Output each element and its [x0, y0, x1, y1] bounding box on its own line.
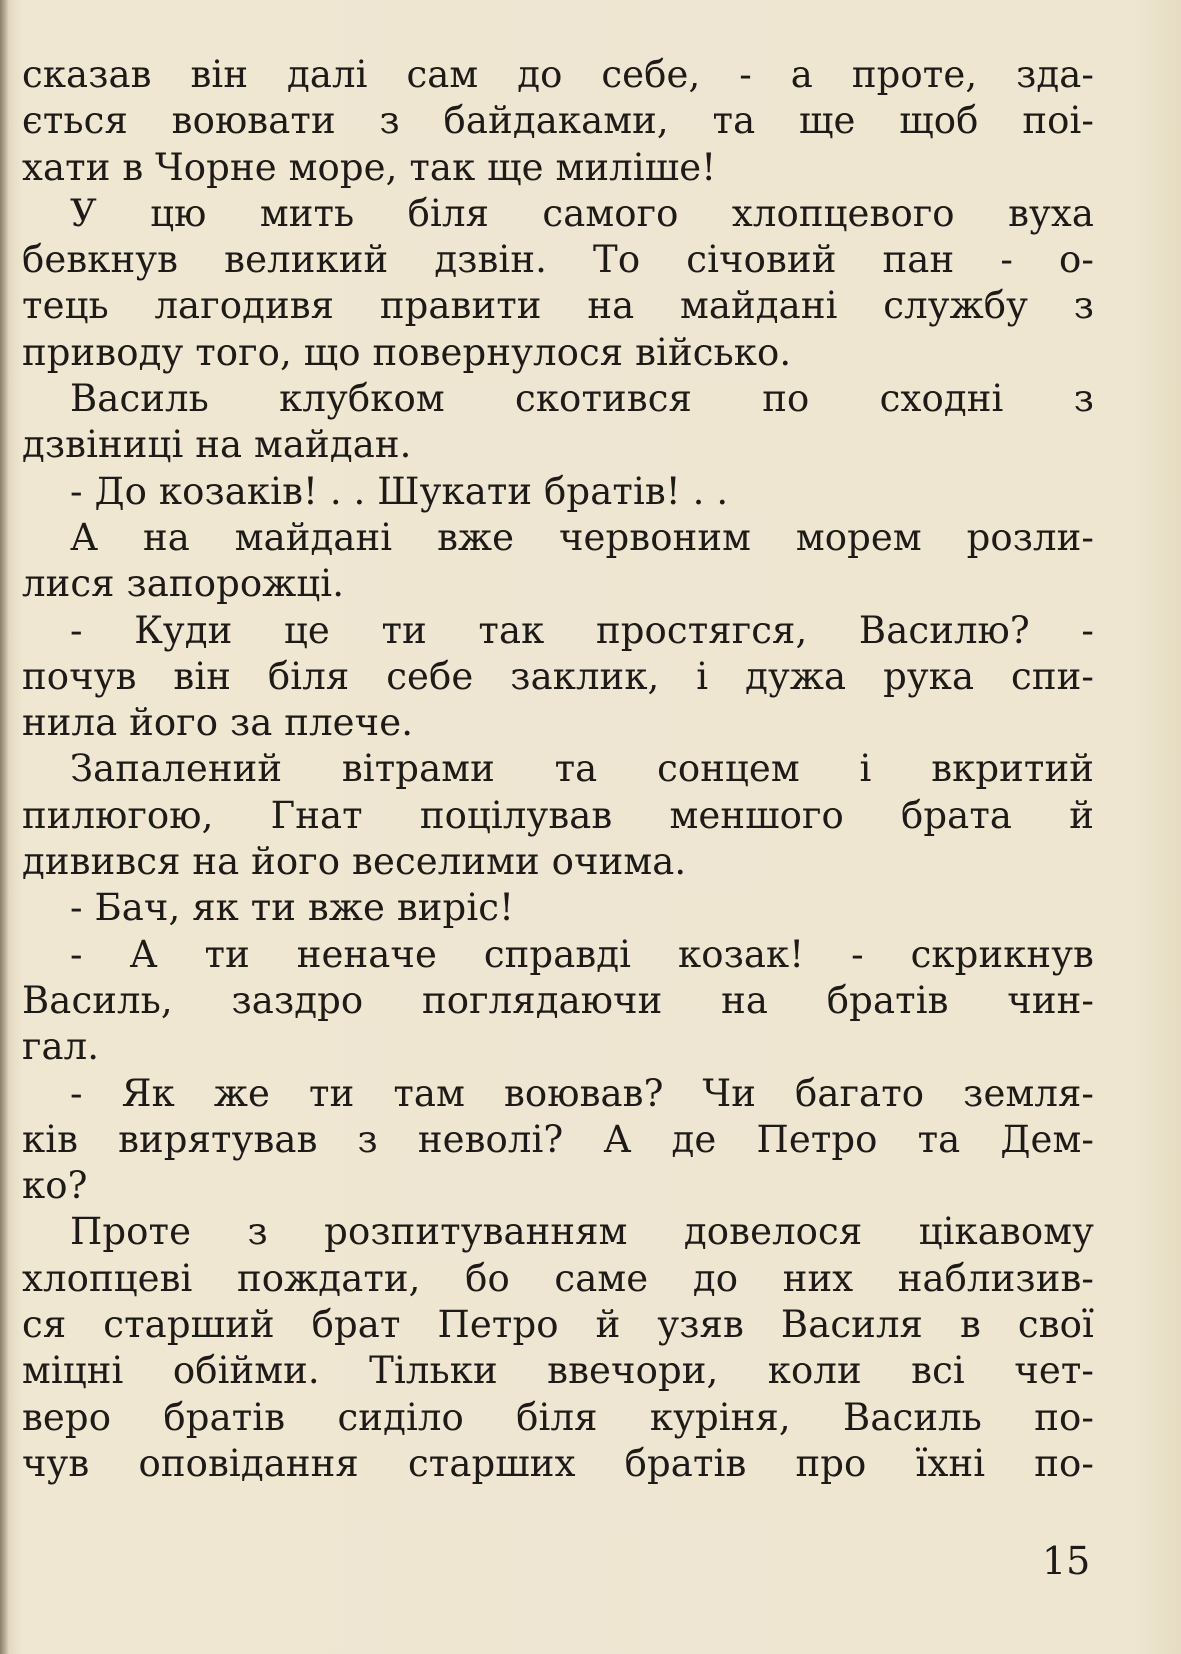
text-line: гал.	[22, 1025, 100, 1069]
text-line: - До козаків! . . Шукати братів! . .	[70, 469, 729, 513]
text-line: дивився на його веселими очима.	[22, 840, 687, 884]
text-line: бевкнув великий дзвін. То січовий пан - о-	[22, 238, 1094, 282]
text-line: чув оповідання старших братів про їхні по-	[22, 1441, 1094, 1485]
text-line: пилюгою, Гнат поцілував меншого брата й	[22, 793, 1094, 837]
body-text	[22, 52, 1094, 1487]
page-binding-edge	[0, 0, 9, 1654]
text-line: тець лагодивя правити на майдані службу з	[22, 284, 1094, 328]
text-line: ся старший брат Петро й узяв Василя в свої	[22, 1303, 1094, 1347]
text-line: Василь клубком скотився по сходні з	[70, 377, 1094, 421]
text-line: ко?	[22, 1164, 88, 1208]
text-line: сказав він далі сам до себе, - а проте, зда-	[22, 53, 1094, 96]
text-line: - Як же ти там воював? Чи багато земля-	[70, 1071, 1094, 1115]
text-line: дзвіниці на майдан.	[22, 423, 412, 467]
text-line: Василь, заздро поглядаючи на братів чин-	[22, 978, 1094, 1022]
text-line: - А ти неначе справді козак! - скрикнув	[70, 932, 1094, 976]
text-line: - Бач, як ти вже виріс!	[70, 886, 515, 930]
text-line: почув він біля себе заклик, і дужа рука спи-	[22, 654, 1094, 698]
text-line: хлопцеві пождати, бо саме до них наблизив-	[22, 1256, 1094, 1300]
text-line: хати в Чорне море, так ще миліше!	[22, 145, 717, 189]
text-line: Запалений вітрами та сонцем і вкритий	[70, 747, 1094, 791]
text-line: ється воювати з байдаками, та ще щоб поі-	[22, 99, 1094, 143]
text-line: А на майдані вже червоним морем розли-	[70, 515, 1094, 559]
text-line: - Куди це ти так простягся, Василю? -	[70, 608, 1094, 652]
text-line: нила його за плече.	[22, 701, 414, 745]
text-line: веро братів сиділо біля куріня, Василь по-	[22, 1395, 1094, 1439]
text-line: ків вирятував з неволі? А де Петро та Дем-	[22, 1117, 1094, 1161]
text-line: У цю мить біля самого хлопцевого вуха	[70, 191, 1094, 235]
text-line: міцні обійми. Тільки ввечори, коли всі чет-	[22, 1349, 1094, 1393]
text-line: приводу того, що повернулося військо.	[22, 330, 792, 374]
page-number: 15	[1042, 1539, 1091, 1583]
text-line: лися запорожці.	[22, 562, 345, 606]
text-line: Проте з розпитуванням довелося цікавому	[70, 1210, 1094, 1254]
